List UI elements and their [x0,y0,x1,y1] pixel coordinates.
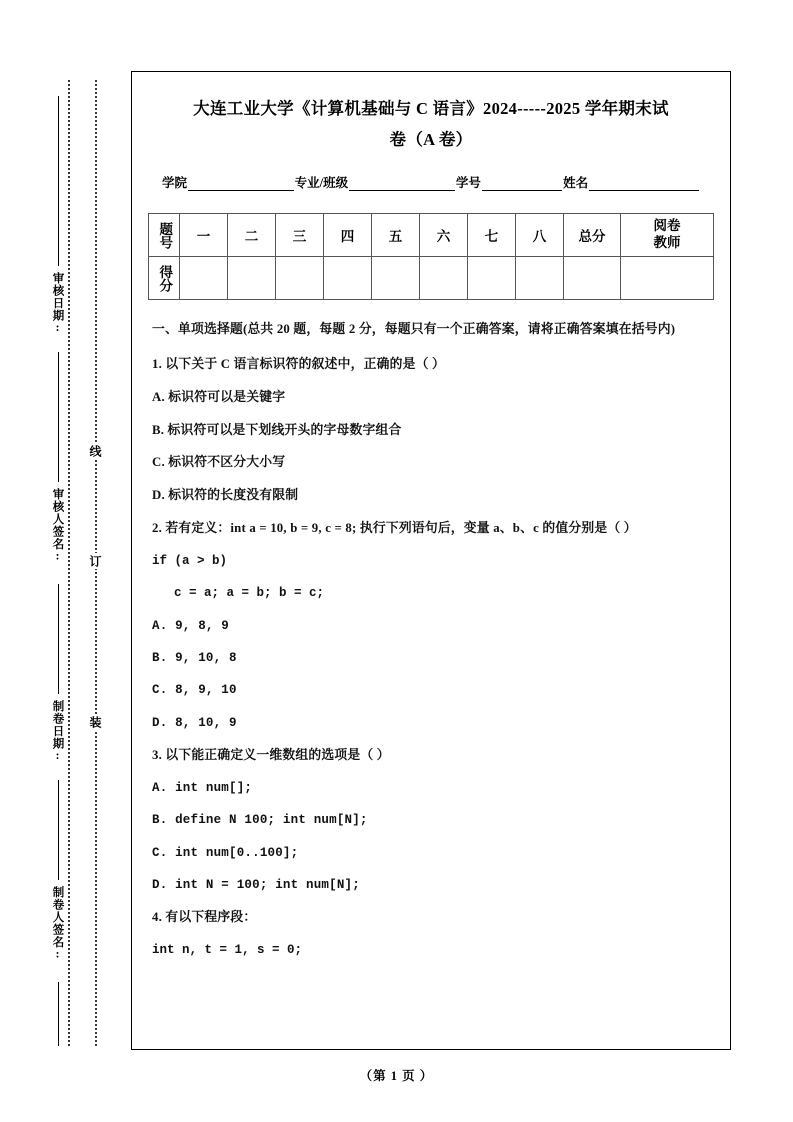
margin-rule-3 [58,780,59,880]
q2-code-line-2: c = a; a = b; b = c; [174,586,325,601]
field-input-major-class[interactable] [349,177,455,191]
section-title-multiple-choice: 一、单项选择题(总共 20 题，每题 2 分，每题只有一个正确答案，请将正确答案填在括号内) [152,322,676,337]
row-header-score: 得分 [149,257,180,300]
score-cell-teacher[interactable] [621,257,714,300]
col-header-3: 三 [276,214,324,257]
score-cell-5[interactable] [372,257,420,300]
score-cell-6[interactable] [420,257,468,300]
col-header-2: 二 [228,214,276,257]
page-footer [0,1066,793,1084]
grading-teacher-line2: 教师 [653,235,681,251]
row-header-question-no: 题号 [149,214,180,257]
col-header-8: 八 [516,214,564,257]
question-4: 4. 有以下程序段： [152,910,257,925]
q3-option-a: A. int num[]; [152,780,253,795]
score-cell-3[interactable] [276,257,324,300]
table-row-question-numbers [149,214,714,257]
q1-option-d: D. 标识符的长度没有限制 [152,488,299,503]
q2-code-line-1: if (a > b) [152,553,228,568]
col-header-6: 六 [420,214,468,257]
col-header-5: 五 [372,214,420,257]
seal-mark-pack: 装 [88,716,102,728]
field-label-major-class: 专业/班级 [294,176,349,191]
grading-teacher-line1: 阅卷 [653,218,681,234]
table-row-scores [149,257,714,300]
page-number-label: （第 1 页 ） [359,1069,434,1083]
margin-rule-1 [58,352,59,482]
seal-mark-line: 线 [88,445,102,457]
question-1: 1. 以下关于 C 语言标识符的叙述中，正确的是（ ） [152,356,445,371]
score-cell-4[interactable] [324,257,372,300]
seal-dotted-line-outer [68,80,70,1046]
q3-option-c: C. int num[0..100]; [152,845,299,860]
q2-option-a: A. 9, 8, 9 [152,618,230,633]
field-input-student-id[interactable] [482,177,562,191]
score-cell-2[interactable] [228,257,276,300]
col-header-1: 一 [180,214,228,257]
score-cell-7[interactable] [468,257,516,300]
page-title-line2: 卷（A 卷） [389,129,473,149]
margin-rule-top [58,96,59,266]
margin-label-review-date: 审核日期: [51,272,64,335]
q4-code-line-1: int n, t = 1, s = 0; [152,943,303,958]
question-3: 3. 以下能正确定义一维数组的选项是（ ） [152,748,390,763]
q2-option-b: B. 9, 10, 8 [152,650,237,665]
col-header-4: 四 [324,214,372,257]
margin-label-paper-maker-signature: 制卷人签名: [51,886,64,962]
score-cell-total[interactable] [564,257,621,300]
col-header-7: 七 [468,214,516,257]
margin-label-paper-date: 制卷日期: [51,700,64,763]
q2-option-c: C. 8, 9, 10 [152,683,237,698]
score-cell-1[interactable] [180,257,228,300]
field-label-college: 学院 [162,176,188,191]
question-2: 2. 若有定义：int a = 10, b = 9, c = 8; 执行下列语句后，变量 a、b、c 的值分别是（ ） [152,521,637,535]
q1-option-b: B. 标识符可以是下划线开头的字母数字组合 [152,422,402,437]
q3-option-b: B. define N 100; int num[N]; [152,813,368,828]
q1-option-a: A. 标识符可以是关键字 [152,389,286,404]
col-header-grading-teacher [621,214,714,257]
margin-rule-bottom [58,982,59,1046]
student-info-fields [162,173,700,191]
field-label-student-name: 姓名 [563,176,589,191]
page-title-line1: 大连工业大学《计算机基础与 C 语言》2024-----2025 学年期末试 [193,99,669,118]
q1-option-c: C. 标识符不区分大小写 [152,455,286,470]
margin-rule-2 [58,584,59,694]
q2-option-d: D. 8, 10, 9 [152,715,237,730]
score-cell-8[interactable] [516,257,564,300]
field-label-student-id: 学号 [455,176,481,191]
exam-paper-frame [131,71,731,1050]
score-table [148,213,714,300]
seal-mark-bind: 订 [88,555,102,567]
col-header-total: 总分 [564,214,621,257]
exam-content [152,320,710,961]
field-input-student-name[interactable] [589,177,699,191]
margin-label-reviewer-signature: 审核人签名: [51,488,64,564]
page-title [154,94,708,155]
field-input-college[interactable] [188,177,294,191]
q3-option-d: D. int N = 100; int num[N]; [152,878,360,893]
